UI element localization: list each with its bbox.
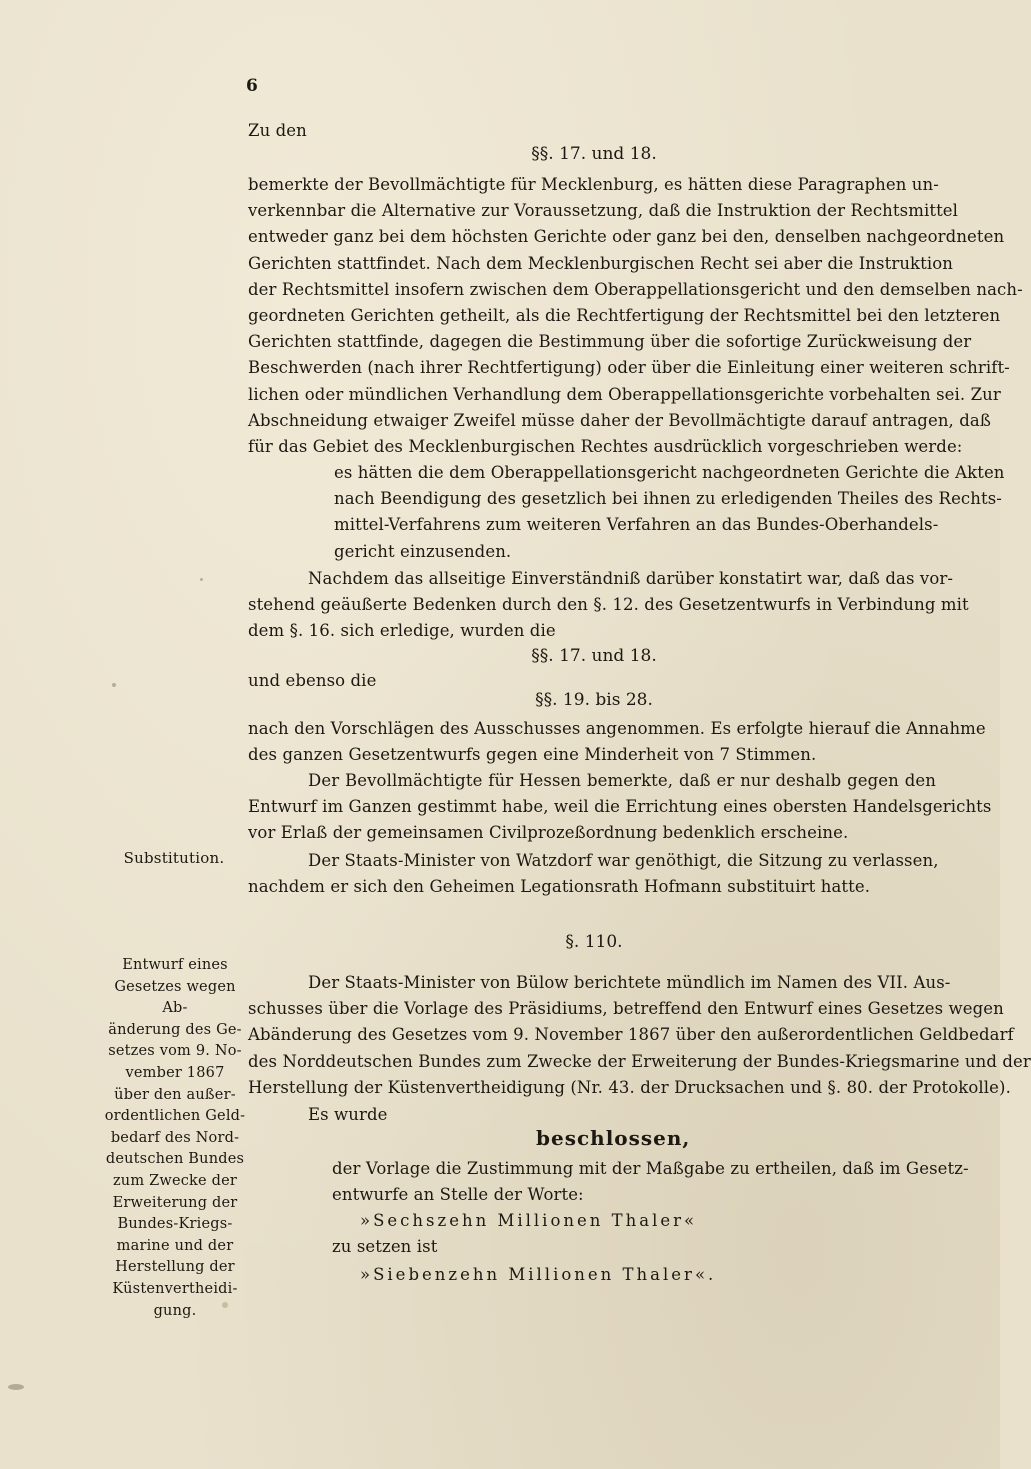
- text-line: dem §. 16. sich erledige, wurden die: [248, 621, 556, 641]
- text-line: Beschwerden (nach ihrer Rechtfertigung) oder über die Einleitung einer weiteren schrift-: [248, 358, 1010, 378]
- text-line: geordneten Gerichten getheilt, als die Rechtfertigung der Rechtsmittel bei den letzteren: [248, 306, 1001, 326]
- text-line: nachdem er sich den Geheimen Legationsrath Hofmann substituirt hatte.: [248, 877, 871, 897]
- margin-line: Herstellung der: [115, 1259, 235, 1276]
- text-line: Abänderung des Gesetzes vom 9. November 1867 über den außerordentlichen Geldbedarf: [248, 1025, 1014, 1045]
- text-line: schusses über die Vorlage des Präsidiums, betreffend den Entwurf eines Gesetzes wegen: [248, 999, 1004, 1019]
- margin-line: Gesetzes wegen Ab-: [114, 978, 236, 1017]
- text-line: stehend geäußerte Bedenken durch den §. 12. des Gesetzentwurfs in Verbindung mit: [248, 595, 969, 615]
- margin-line: setzes vom 9. No-: [108, 1043, 242, 1060]
- text-line: Gerichten stattfindet. Nach dem Mecklenburgischen Recht sei aber die Instruktion: [248, 253, 954, 273]
- margin-line: Erweiterung der: [112, 1194, 238, 1211]
- text-line: mittel-Verfahrens zum weiteren Verfahren an das Bundes-Oberhandels-: [334, 515, 939, 535]
- beschlossen-heading: beschlossen,: [536, 1126, 691, 1150]
- margin-line: Küstenvertheidi-: [112, 1280, 238, 1297]
- section-heading-110: §. 110.: [565, 932, 623, 952]
- text-line: gericht einzusenden.: [334, 541, 512, 561]
- text-line: entwurfe an Stelle der Worte:: [332, 1185, 584, 1205]
- paragraph-mecklenburg: [248, 172, 1023, 460]
- text-line: Herstellung der Küstenvertheidigung (Nr. 43. der Drucksachen und §. 80. der Protokolle).: [248, 1077, 1011, 1097]
- intro-line: [248, 118, 936, 144]
- text-line: entweder ganz bei dem höchsten Gerichte oder ganz bei den, denselben nachgeordneten: [248, 227, 1005, 247]
- paragraph-watzdorf: [248, 848, 939, 900]
- text-line: nach Beendigung des gesetzlich bei ihnen zu erledigenden Theiles des Rechts-: [334, 489, 1002, 509]
- text-line: verkennbar die Alternative zur Voraussetzung, daß die Instruktion der Rechtsmittel: [248, 201, 959, 221]
- text-line: Entwurf im Ganzen gestimmt habe, weil die Errichtung eines obersten Handelsgerichts: [248, 797, 992, 817]
- margin-line: Bundes-Kriegs-: [117, 1216, 233, 1233]
- text-line: Der Staats-Minister von Bülow berichtete mündlich im Namen des VII. Aus-: [308, 973, 951, 992]
- text-line: Der Bevollmächtigte für Hessen bemerkte, daß er nur deshalb gegen den: [308, 771, 936, 790]
- text-line: vor Erlaß der gemeinsamen Civilprozeßordnung bedenklich erscheine.: [248, 823, 849, 843]
- text-line: und ebenso die: [248, 671, 377, 690]
- section-heading-19-28: §§. 19. bis 28.: [535, 690, 653, 710]
- ink-speck: [112, 683, 116, 687]
- text-line: des ganzen Gesetzentwurfs gegen eine Minderheit von 7 Stimmen.: [248, 745, 817, 765]
- text-line: »Sechszehn Millionen Thaler«: [360, 1211, 698, 1230]
- quote-siebenzehn: [360, 1262, 760, 1288]
- ink-speck: [222, 1302, 228, 1308]
- text-line: zu setzen ist: [332, 1237, 438, 1256]
- paragraph-buelow: [248, 970, 1031, 1101]
- margin-note-entwurf: [100, 955, 250, 1322]
- text-line: es hätten die dem Oberappellationsgericht nachgeordneten Gerichte die Akten: [334, 463, 1005, 482]
- margin-line: vember 1867: [125, 1064, 225, 1081]
- text-line: des Norddeutschen Bundes zum Zwecke der Erweiterung der Bundes-Kriegsmarine und der: [248, 1051, 1031, 1071]
- text-line: bemerkte der Bevollmächtigte für Mecklenburg, es hätten diese Paragraphen un-: [248, 175, 939, 194]
- margin-line: gung.: [153, 1302, 197, 1319]
- text-line: Gerichten stattfinde, dagegen die Bestimmung über die sofortige Zurückweisung der: [248, 332, 972, 352]
- text-line: der Rechtsmittel insofern zwischen dem Oberappellationsgericht und den demselben nach-: [248, 279, 1023, 299]
- text-line: »Siebenzehn Millionen Thaler«.: [360, 1265, 717, 1284]
- section-heading-17-18: §§. 17. und 18.: [531, 144, 657, 164]
- margin-line: über den außer-: [114, 1086, 236, 1103]
- text-line: lichen oder mündlichen Verhandlung dem Oberappellationsgerichte vorbehalten sei. Zur: [248, 384, 1001, 404]
- text-line: Der Staats-Minister von Watzdorf war genöthigt, die Sitzung zu verlassen,: [308, 851, 939, 870]
- es-wurde-line: [248, 1102, 936, 1128]
- margin-line: änderung des Ge-: [108, 1021, 242, 1038]
- paragraph-hessen: [248, 768, 992, 847]
- section-heading-17-18-repeat: §§. 17. und 18.: [531, 646, 657, 666]
- quoted-proposal: [248, 460, 1005, 565]
- quote-sechszehn: [360, 1208, 760, 1234]
- paragraph-decision: [332, 1156, 969, 1208]
- ink-speck: [8, 1384, 24, 1390]
- margin-line: marine und der: [116, 1237, 234, 1254]
- margin-note-substitution: Substitution.: [123, 849, 225, 867]
- margin-line: zum Zwecke der: [112, 1172, 238, 1189]
- margin-line: deutschen Bundes: [105, 1151, 245, 1168]
- page-number: 6: [246, 76, 258, 96]
- text-line: Es wurde: [308, 1105, 388, 1124]
- text-line: Abschneidung etwaiger Zweifel müsse daher der Bevollmächtigte darauf antragen, daß: [248, 410, 991, 430]
- paragraph-einverstaendniss: [248, 566, 969, 645]
- margin-line: bedarf des Nord-: [110, 1129, 240, 1146]
- text-line: für das Gebiet des Mecklenburgischen Rechtes ausdrücklich vorgeschrieben werde:: [248, 437, 963, 457]
- ink-speck: [200, 578, 203, 581]
- text-line: Nachdem das allseitige Einverständniß darüber konstatirt war, daß das vor-: [308, 569, 954, 588]
- margin-line: ordentlichen Geld-: [104, 1108, 246, 1125]
- text-line: der Vorlage die Zustimmung mit der Maßgabe zu ertheilen, daß im Gesetz-: [332, 1159, 969, 1178]
- margin-line: Entwurf eines: [122, 957, 228, 973]
- text-line: Zu den: [248, 121, 307, 140]
- zu-setzen-line: [332, 1234, 632, 1260]
- text-line: nach den Vorschlägen des Ausschusses angenommen. Es erfolgte hierauf die Annahme: [248, 719, 986, 738]
- paragraph-annahme: [248, 716, 986, 768]
